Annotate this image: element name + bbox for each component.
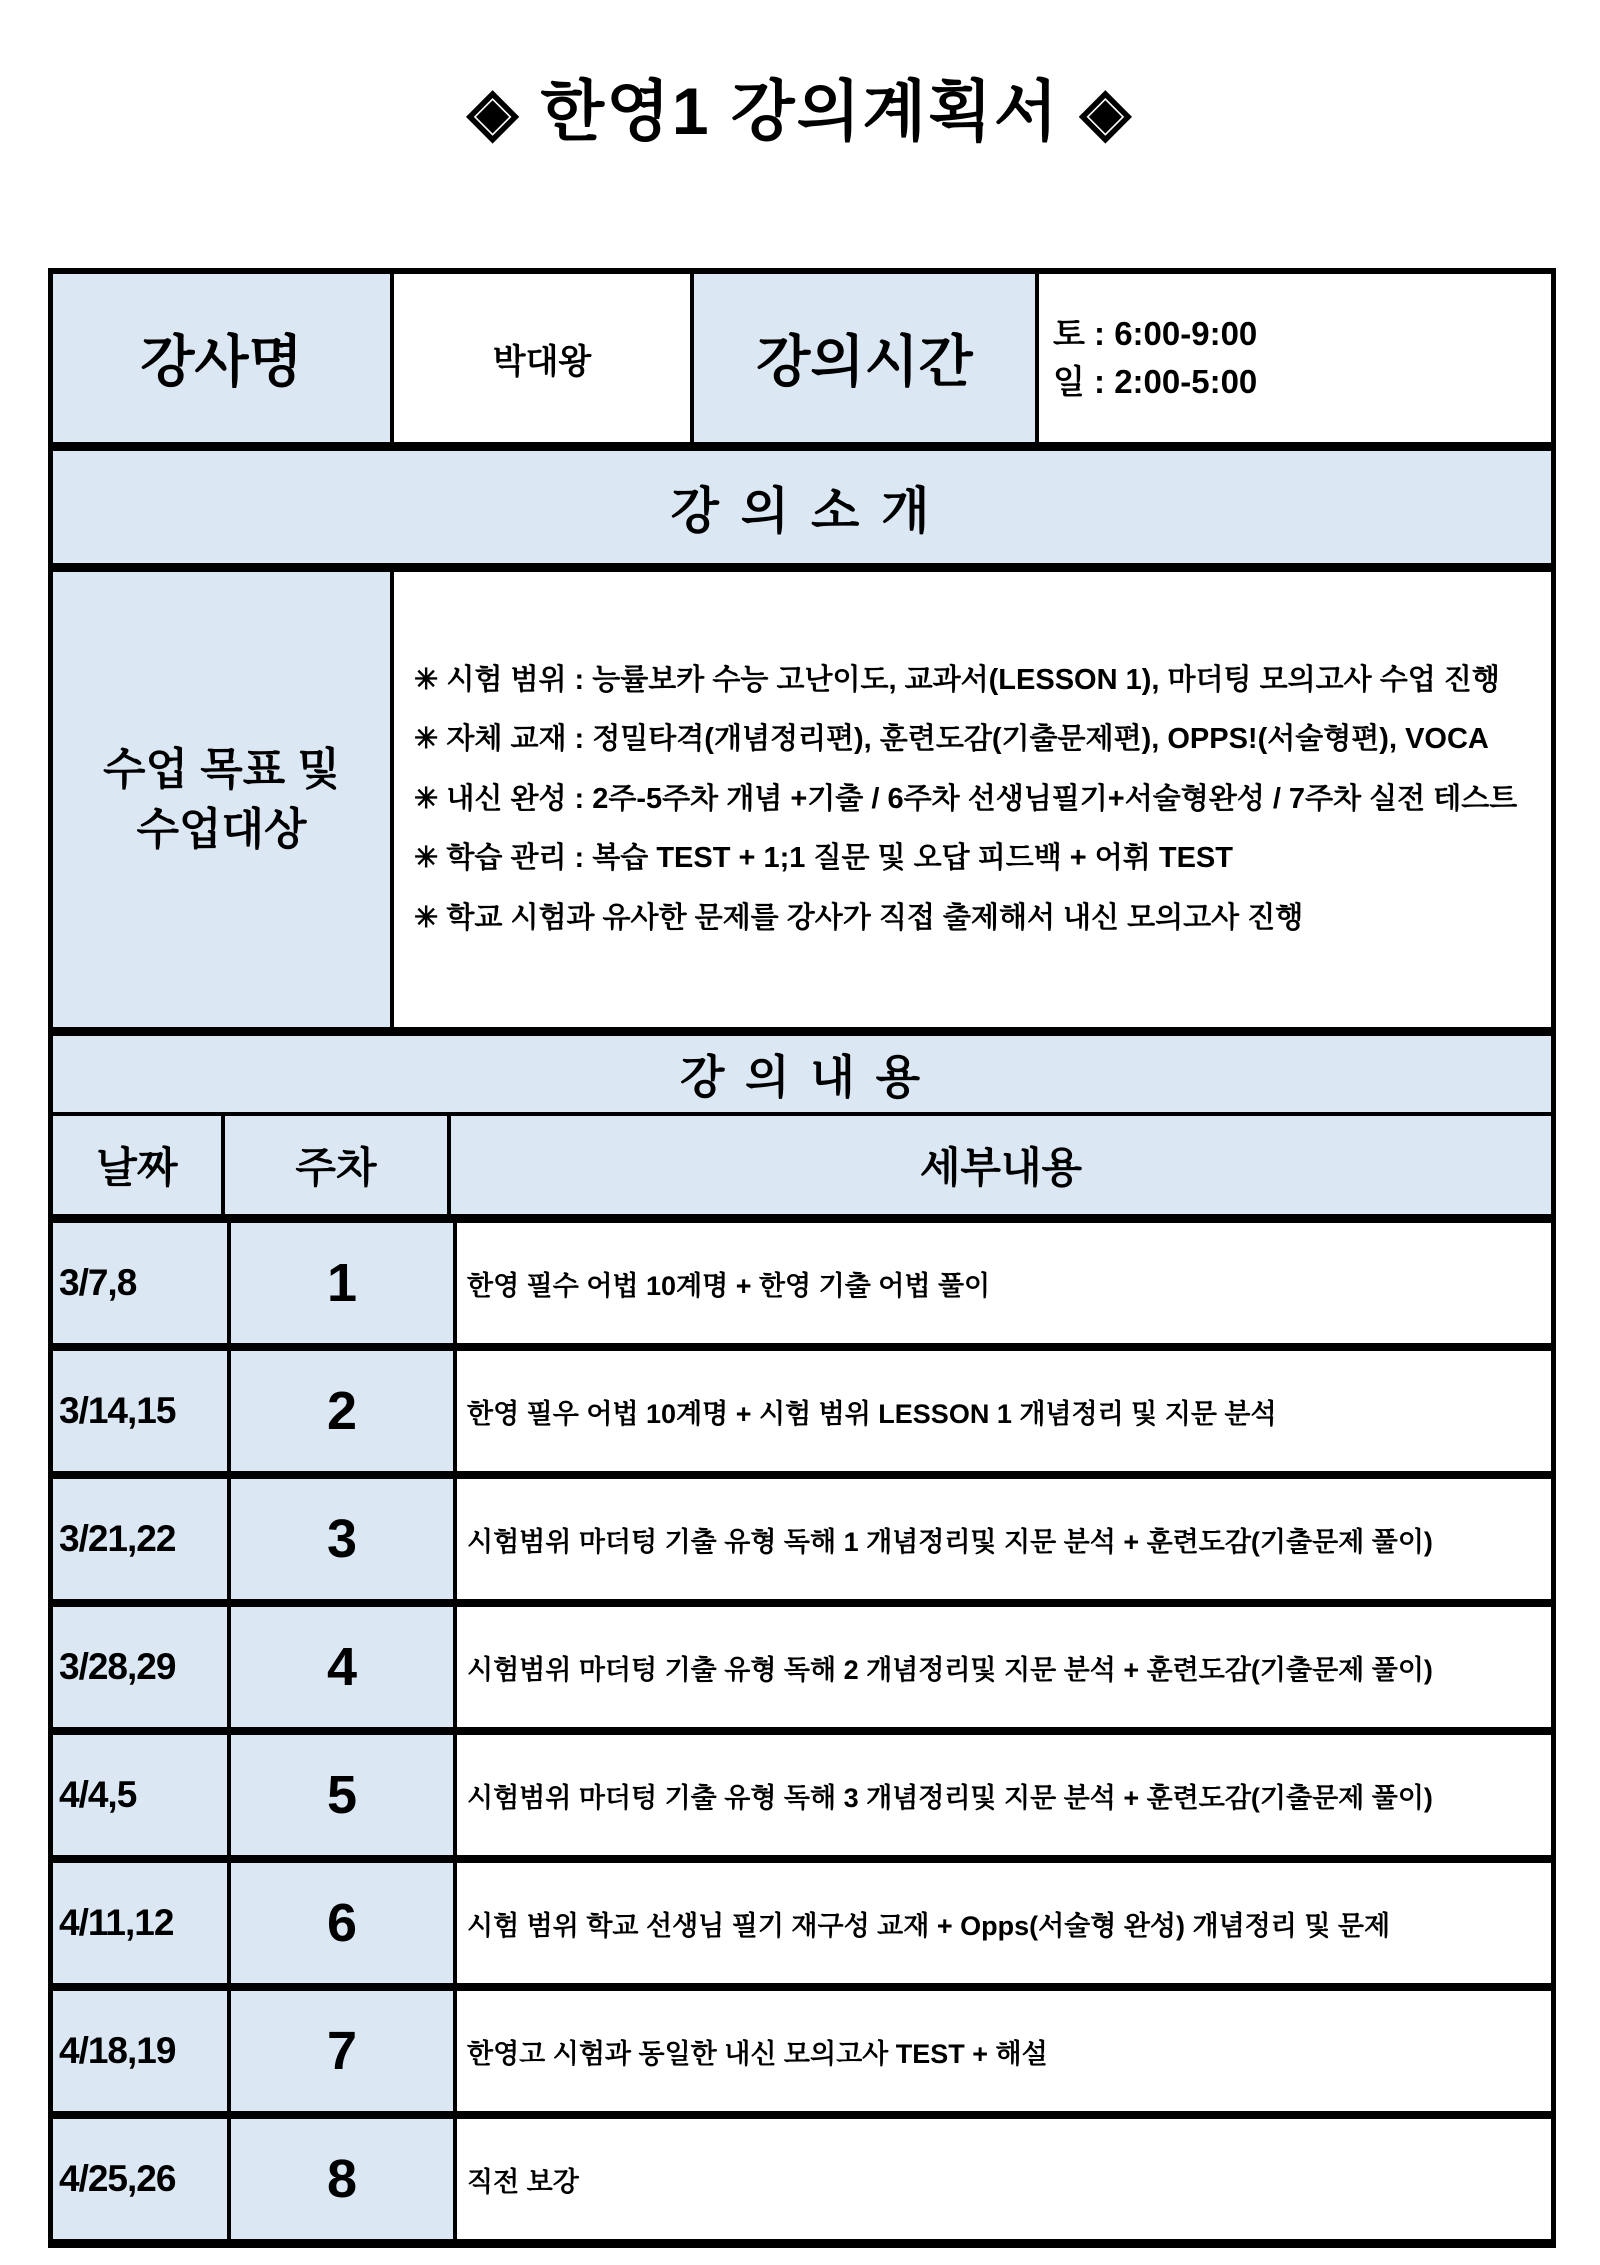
goal-label-line2: 수업대상 [136, 804, 307, 854]
row-date: 4/11,12 [53, 1863, 227, 1983]
row-week-number: 1 [227, 1223, 453, 1343]
instructor-label-cell: 강사명 [53, 274, 390, 442]
row-date: 4/4,5 [53, 1735, 227, 1855]
table-row-week-7 [53, 1991, 1551, 2119]
row-week-number: 8 [227, 2119, 453, 2239]
goal-row [53, 572, 1551, 1036]
row-date: 3/21,22 [53, 1479, 227, 1599]
row-detail: 시험범위 마더텅 기출 유형 독해 3 개념정리및 지문 분석 + 훈련도감(기출문제 풀이) [453, 1735, 1551, 1855]
row-week-number: 7 [227, 1991, 453, 2111]
row-date: 3/7,8 [53, 1223, 227, 1343]
row-week-number: 5 [227, 1735, 453, 1855]
bullet-exam-scope: ✳ 시험 범위 : 능률보카 수능 고난이도, 교과서(LESSON 1), 마더팅 모의고사 수업 진행 [414, 663, 1500, 696]
table-row-week-5 [53, 1735, 1551, 1863]
column-header-date: 날짜 [53, 1116, 221, 1214]
page-title: ◈ 한영1 강의계획서 ◈ [467, 74, 1133, 148]
row-detail: 시험범위 마더텅 기출 유형 독해 2 개념정리및 지문 분석 + 훈련도감(기출문제 풀이) [453, 1607, 1551, 1727]
bullet-materials: ✳ 자체 교재 : 정밀타격(개념정리편), 훈련도감(기출문제편), OPPS!(서술형편), VOCA [414, 723, 1489, 756]
row-date: 3/28,29 [53, 1607, 227, 1727]
row-detail: 직전 보강 [453, 2119, 1551, 2239]
goal-label-line1: 수업 목표 및 [103, 745, 340, 795]
row-detail: 시험범위 마더텅 기출 유형 독해 1 개념정리및 지문 분석 + 훈련도감(기출문제 풀이) [453, 1479, 1551, 1599]
column-header-week: 주차 [221, 1116, 447, 1214]
bullet-study-management: ✳ 학습 관리 : 복습 TEST + 1;1 질문 및 오답 피드백 + 어휘 TEST [414, 842, 1233, 875]
table-row-week-2 [53, 1351, 1551, 1479]
intro-section-header: 강 의 소 개 [53, 451, 1551, 572]
time-saturday: 토 : 6:00-9:00 [1053, 315, 1258, 353]
content-section-header: 강 의 내 용 [53, 1036, 1551, 1116]
bullet-mock-exam: ✳ 학교 시험과 유사한 문제를 강사가 직접 출제해서 내신 모의고사 진행 [414, 901, 1304, 934]
row-week-number: 6 [227, 1863, 453, 1983]
row-detail: 시험 범위 학교 선생님 필기 재구성 교재 + Opps(서술형 완성) 개념정리 및 문제 [453, 1863, 1551, 1983]
row-week-number: 4 [227, 1607, 453, 1727]
row-week-number: 3 [227, 1479, 453, 1599]
column-header-detail: 세부내용 [447, 1116, 1551, 1214]
table-row-week-4 [53, 1607, 1551, 1735]
time-label-cell: 강의시간 [690, 274, 1035, 442]
table-row-week-3 [53, 1479, 1551, 1607]
row-week-number: 2 [227, 1351, 453, 1471]
goal-bullets-cell [390, 572, 1551, 1027]
row-detail: 한영 필우 어법 10계명 + 시험 범위 LESSON 1 개념정리 및 지문 분석 [453, 1351, 1551, 1471]
column-header-row [53, 1116, 1551, 1223]
lecture-plan-table [48, 268, 1556, 2248]
table-row-week-1 [53, 1223, 1551, 1351]
row-date: 3/14,15 [53, 1351, 227, 1471]
goal-label-cell [53, 572, 390, 1027]
table-row-week-8 [53, 2119, 1551, 2239]
row-detail: 한영고 시험과 동일한 내신 모의고사 TEST + 해설 [453, 1991, 1551, 2111]
instructor-name-cell: 박대왕 [390, 274, 690, 442]
row-detail: 한영 필수 어법 10계명 + 한영 기출 어법 풀이 [453, 1223, 1551, 1343]
table-row-week-6 [53, 1863, 1551, 1991]
bullet-naesin-plan: ✳ 내신 완성 : 2주-5주차 개념 +기출 / 6주차 선생님필기+서술형완성 / 7주차 실전 테스트 [414, 782, 1518, 815]
time-sunday: 일 : 2:00-5:00 [1053, 363, 1258, 400]
info-row [53, 274, 1551, 451]
row-date: 4/25,26 [53, 2119, 227, 2239]
time-value-cell [1035, 274, 1551, 442]
row-date: 4/18,19 [53, 1991, 227, 2111]
